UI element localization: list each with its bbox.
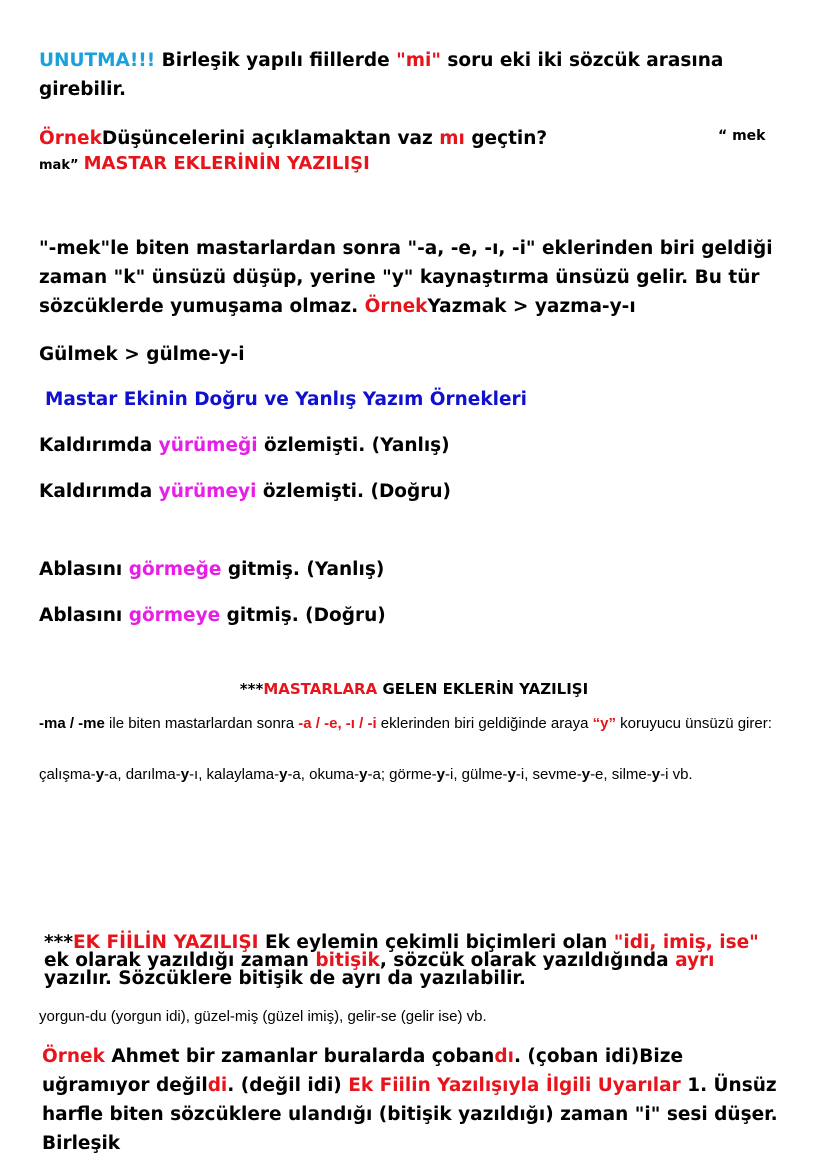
section-heading: MASTAR EKLERİNİN YAZILIŞI bbox=[83, 153, 370, 174]
ma-me-rule: -ma / -me ile biten mastarlardan sonra -a / -e, -ı / -i eklerinden biri geldiğinde araya “y” koruyucu ünsüzü girer: bbox=[39, 715, 772, 732]
note-label: UNUTMA!!! bbox=[39, 50, 156, 71]
gulmek-example: Gülmek > gülme-y-i bbox=[39, 344, 245, 365]
example-line: Kaldırımda yürümeyi özlemişti. (Doğru) bbox=[39, 481, 452, 502]
example-line: Ablasını görmeğe gitmiş. (Yanlış) bbox=[39, 559, 385, 580]
mastar-heading-line: mak” MASTAR EKLERİNİN YAZILIŞI bbox=[39, 153, 370, 174]
ek-fiil-examples: yorgun-du (yorgun idi), güzel-miş (güzel imiş), gelir-se (gelir ise) vb. bbox=[39, 1008, 487, 1025]
ek-fiil-paragraph: ***EK FİİLİN YAZILIŞI Ek eylemin çekimli biçimleri olan "idi, imiş, ise" ek olarak yazıldığı zaman bitişik, sözcük olarak yazıldığında ayrı yazılır. Sözcüklere bitişik de ayrı da yazılabilir. bbox=[44, 932, 759, 989]
ma-me-examples: çalışma-y-a, darılma-y-ı, kalaylama-y-a, okuma-y-a; görme-y-i, gülme-y-i, sevme-y-e, silme-y-i vb. bbox=[39, 766, 693, 783]
example-line: Kaldırımda yürümeği özlemişti. (Yanlış) bbox=[39, 435, 450, 456]
mek-rule-paragraph: "-mek"le biten mastarlardan sonra "-a, -e, -ı, -i" eklerinden biri geldiği zaman "k" ünsüzü düşüp, yerine "y" kaynaştırma ünsüzü gelir. Bu tür sözcüklerde yumuşama olmaz. ÖrnekYazmak > yazma-y-ı bbox=[39, 238, 773, 317]
section-title-mastarlara: ***MASTARLARA GELEN EKLERİN YAZILIŞI bbox=[239, 680, 589, 698]
side-note-mek: “ mek bbox=[718, 128, 766, 144]
subheading: Mastar Ekinin Doğru ve Yanlış Yazım Örnekleri bbox=[45, 389, 528, 410]
example-paragraph: ÖrnekDüşüncelerini açıklamaktan vaz mı geçtin? bbox=[39, 128, 548, 149]
highlight-mi: "mi" bbox=[396, 50, 441, 71]
example-label: Örnek bbox=[39, 128, 102, 149]
ek-fiil-example-paragraph: Örnek Ahmet bir zamanlar buralarda çobandı. (çoban idi)Bize uğramıyor değildi. (değil idi) Ek Fiilin Yazılışıyla İlgili Uyarılar 1. Ünsüz harfle biten sözcüklere ulandığı (bitişik yazıldığı) zaman "i" sesi düşer. Birleşik bbox=[42, 1046, 778, 1154]
example-line: Ablasını görmeye gitmiş. (Doğru) bbox=[39, 605, 386, 626]
note-paragraph: UNUTMA!!! Birleşik yapılı fiillerde "mi" soru eki iki sözcük arasına girebilir. bbox=[39, 50, 724, 100]
